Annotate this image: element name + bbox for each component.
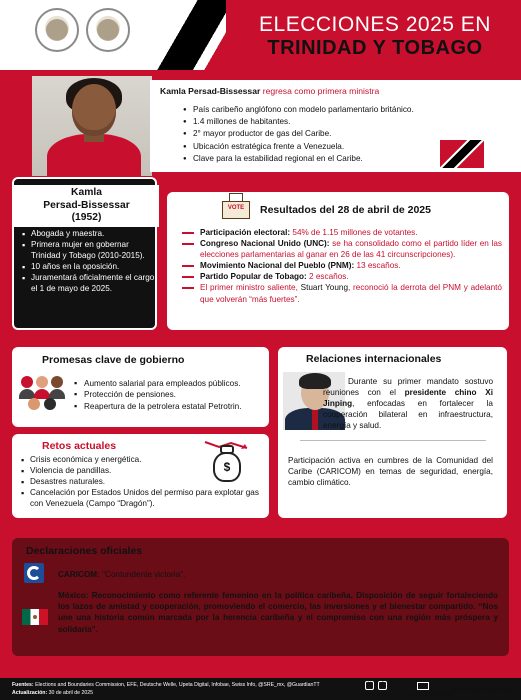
facebook-social-icon[interactable]: f: [378, 681, 387, 690]
ballot-label: VOTE: [227, 205, 245, 211]
list-item: ● País caribeño anglófono con modelo parlamentario británico.: [183, 104, 414, 116]
bio-name-line2: Persad-Bissessar: [43, 199, 130, 211]
result-text: El primer ministro saliente,: [200, 283, 301, 293]
money-symbol: $: [213, 452, 241, 482]
statement-label: CARICOM:: [58, 570, 100, 579]
retos-list: [21, 455, 265, 510]
relaciones-title: Relaciones internacionales: [306, 353, 442, 365]
statement-text: Reconocimiento como referente femenino en la política caribeña. Disposición de seguir fortaleciendo los lazos de amistad y cooperación, promoviendo el comercio, las inversiones y el bienestar compartido. “Nos une una historia común marcada por la herencia caribeña y el compromiso con una región más próspera y solidaria”.: [58, 591, 498, 634]
list-item: ▪ Abogada y maestra.: [22, 229, 156, 240]
footer-handle-2: @IIDGilberto Belisario: [410, 692, 455, 697]
trinidad-flag-icon: [440, 140, 484, 168]
list-item: [182, 260, 502, 271]
promesas-list: [74, 378, 241, 412]
list-item: ▪ Cancelación por Estados Unidos del permiso para explotar gas con Venezuela (Campo “Dragón”).: [21, 488, 265, 510]
list-item: [182, 271, 502, 282]
declaraciones-title: Declaraciones oficiales: [26, 545, 143, 557]
statement-text: "Contundente victoria".: [99, 570, 186, 579]
people-group-icon: [18, 376, 66, 412]
page-title-line1: ELECCIONES 2025 EN: [259, 13, 491, 36]
institute-seal-icon: [86, 8, 130, 52]
list-item: [182, 282, 502, 304]
intro-headline-text: regresa como primera ministra: [262, 86, 380, 96]
relaciones-paragraph-1: [323, 376, 493, 431]
list-item: ▪ 10 años en la oposición.: [22, 262, 156, 273]
list-item: ● Clave para la estabilidad regional en el Caribe.: [183, 153, 414, 165]
list-item: ▪ Crisis económica y energética.: [21, 455, 265, 466]
list-item: ▪ Juramentará oficialmente el cargo el 1 de mayo de 2025.: [22, 273, 156, 294]
footer-text: Elections and Boundaries Commission, EFE, Deutsche Welle, Upeta Digital, Infobae, Swiss Info, @SRE_mx, @GuardianTT: [33, 682, 320, 688]
bio-name-line1: Kamla: [71, 187, 102, 198]
institute-mini-logo-icon: [417, 682, 429, 690]
result-detail: 54% de 1.15 millones de votantes.: [290, 228, 418, 237]
caricom-logo-icon: [24, 563, 44, 583]
result-detail: 2 escaños.: [306, 272, 349, 282]
ballot-box-icon: [222, 193, 250, 219]
social-icons: [365, 681, 395, 691]
intro-headline: [160, 86, 379, 96]
country-facts-list: [183, 104, 414, 165]
divider: [300, 440, 486, 441]
results-title: Resultados del 28 de abril de 2025: [260, 204, 431, 216]
list-item: ● 1.4 millones de habitantes.: [183, 116, 414, 128]
result-label: Congreso Nacional Unido (UNC):: [200, 239, 330, 249]
list-item: ▪ Violencia de pandillas.: [21, 466, 265, 477]
list-item: ▪ Reapertura de la petrolera estatal Petrotrin.: [74, 401, 241, 412]
x-social-icon[interactable]: X: [365, 681, 374, 690]
bio-list: [22, 229, 156, 295]
page-title-line2: TRINIDAD Y TOBAGO: [267, 37, 483, 59]
text-span: presidente chino Xi Jinping: [323, 388, 493, 409]
senate-seal-icon: [35, 8, 79, 52]
intro-name: Kamla Persad-Bissessar: [160, 86, 261, 96]
footer-label: Fuentes:: [12, 682, 34, 688]
kamla-portrait-photo: [32, 76, 152, 176]
relaciones-paragraph-2: Participación activa en cumbres de la Comunidad del Caribe (CARICOM) en temas de seguridad, energía, cambio climático.: [288, 456, 493, 488]
list-item: ▪ Protección de pensiones.: [74, 389, 241, 400]
list-item: ▪ Primera mujer en gobernar Trinidad y Tobago (2010-2015).: [22, 240, 156, 261]
bio-year: (1952): [71, 212, 102, 223]
header: [0, 0, 521, 70]
footer-updated: [12, 690, 93, 696]
footer-handle: @CIIDBelisario: [361, 692, 392, 697]
text-span: , enfocadas en fortalecer la cooperación bilateral en infraestructura, energía y salud.: [323, 399, 493, 431]
text-span: Durante su primer mandato sostuvo reuniones con el: [323, 377, 493, 398]
results-list: [182, 227, 502, 305]
list-item: [182, 227, 502, 238]
bio-card: [12, 177, 157, 330]
footer-text: 30 de abril de 2025: [47, 690, 94, 696]
bio-title: [14, 185, 159, 227]
list-item: ● Ubicación estratégica frente a Venezuela.: [183, 141, 414, 153]
promesas-title: Promesas clave de gobierno: [42, 354, 185, 366]
statement-label: México:: [58, 591, 89, 600]
footer-sources: [12, 682, 320, 688]
mexico-statement: [58, 590, 498, 635]
footer-label: Actualización:: [12, 690, 48, 696]
result-detail: se ha consolidado como el partido líder en las elecciones parlamentarias al ganar en 26 de las 41 circunscripciones).: [200, 239, 502, 260]
retos-title: Retos actuales: [42, 440, 117, 452]
result-detail: 13 escaños.: [354, 261, 401, 271]
list-item: [182, 238, 502, 260]
result-label: Movimiento Nacional del Pueblo (PNM):: [200, 261, 355, 271]
result-text: , reconoció la derrota del PNM y adelantó que volverán “más fuertes”.: [200, 283, 502, 304]
result-label: Partido Popular de Tobago:: [200, 272, 307, 282]
caricom-statement: [58, 570, 185, 579]
list-item: ▪ Aumento salarial para empleados públicos.: [74, 378, 241, 389]
footer-url-link[interactable]: http://bibliodigitalibd.senado.gob.mx: [450, 687, 517, 692]
list-item: ▪ Desastres naturales.: [21, 477, 265, 488]
result-person: Stuart Young: [300, 283, 349, 293]
mexico-flag-icon: [22, 609, 48, 625]
result-label: Participación electoral:: [200, 228, 291, 237]
list-item: ● 2° mayor productor de gas del Caribe.: [183, 128, 414, 140]
